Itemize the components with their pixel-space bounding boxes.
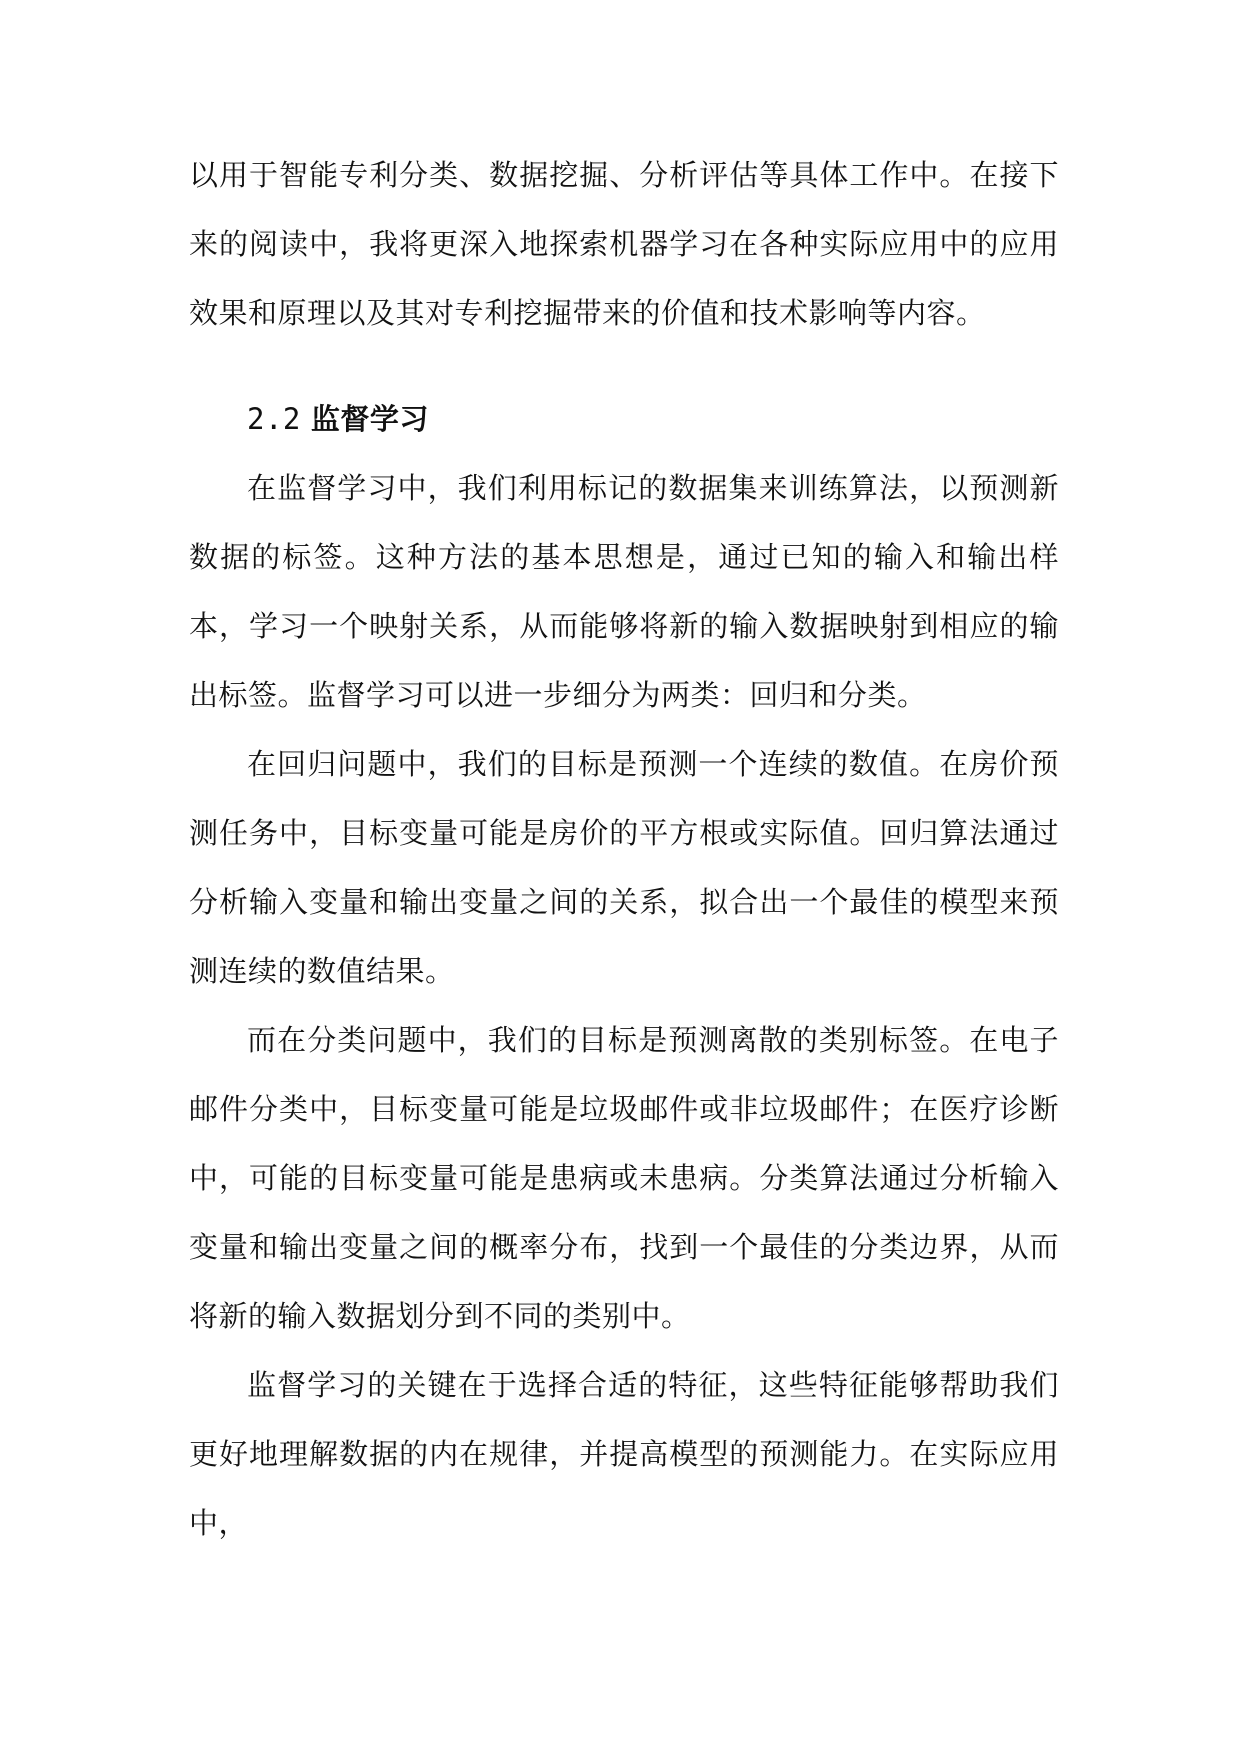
paragraph-features: 监督学习的关键在于选择合适的特征，这些特征能够帮助我们更好地理解数据的内在规律，并提高模型的预测能力。在实际应用中， bbox=[189, 1368, 1059, 1540]
section-number: 2.2 bbox=[247, 402, 301, 436]
document-body bbox=[189, 141, 1059, 1558]
intro-paragraph: 以用于智能专利分类、数据挖掘、分析评估等具体工作中。在接下来的阅读中，我将更深入地探索机器学习在各种实际应用中的应用效果和原理以及其对专利挖掘带来的价值和技术影响等内容。 bbox=[189, 158, 1059, 330]
section-heading bbox=[189, 385, 1059, 454]
paragraph-supervised-intro: 在监督学习中，我们利用标记的数据集来训练算法，以预测新数据的标签。这种方法的基本思想是，通过已知的输入和输出样本，学习一个映射关系，从而能够将新的输入数据映射到相应的输出标签。监督学习可以进一步细分为两类：回归和分类。 bbox=[189, 471, 1059, 712]
paragraph-classification: 而在分类问题中，我们的目标是预测离散的类别标签。在电子邮件分类中，目标变量可能是垃圾邮件或非垃圾邮件；在医疗诊断中，可能的目标变量可能是患病或未患病。分类算法通过分析输入变量和输出变量之间的概率分布，找到一个最佳的分类边界，从而将新的输入数据划分到不同的类别中。 bbox=[189, 1023, 1059, 1333]
paragraph-regression: 在回归问题中，我们的目标是预测一个连续的数值。在房价预测任务中，目标变量可能是房价的平方根或实际值。回归算法通过分析输入变量和输出变量之间的关系，拟合出一个最佳的模型来预测连续的数值结果。 bbox=[189, 747, 1059, 988]
section-title: 监督学习 bbox=[310, 402, 429, 436]
